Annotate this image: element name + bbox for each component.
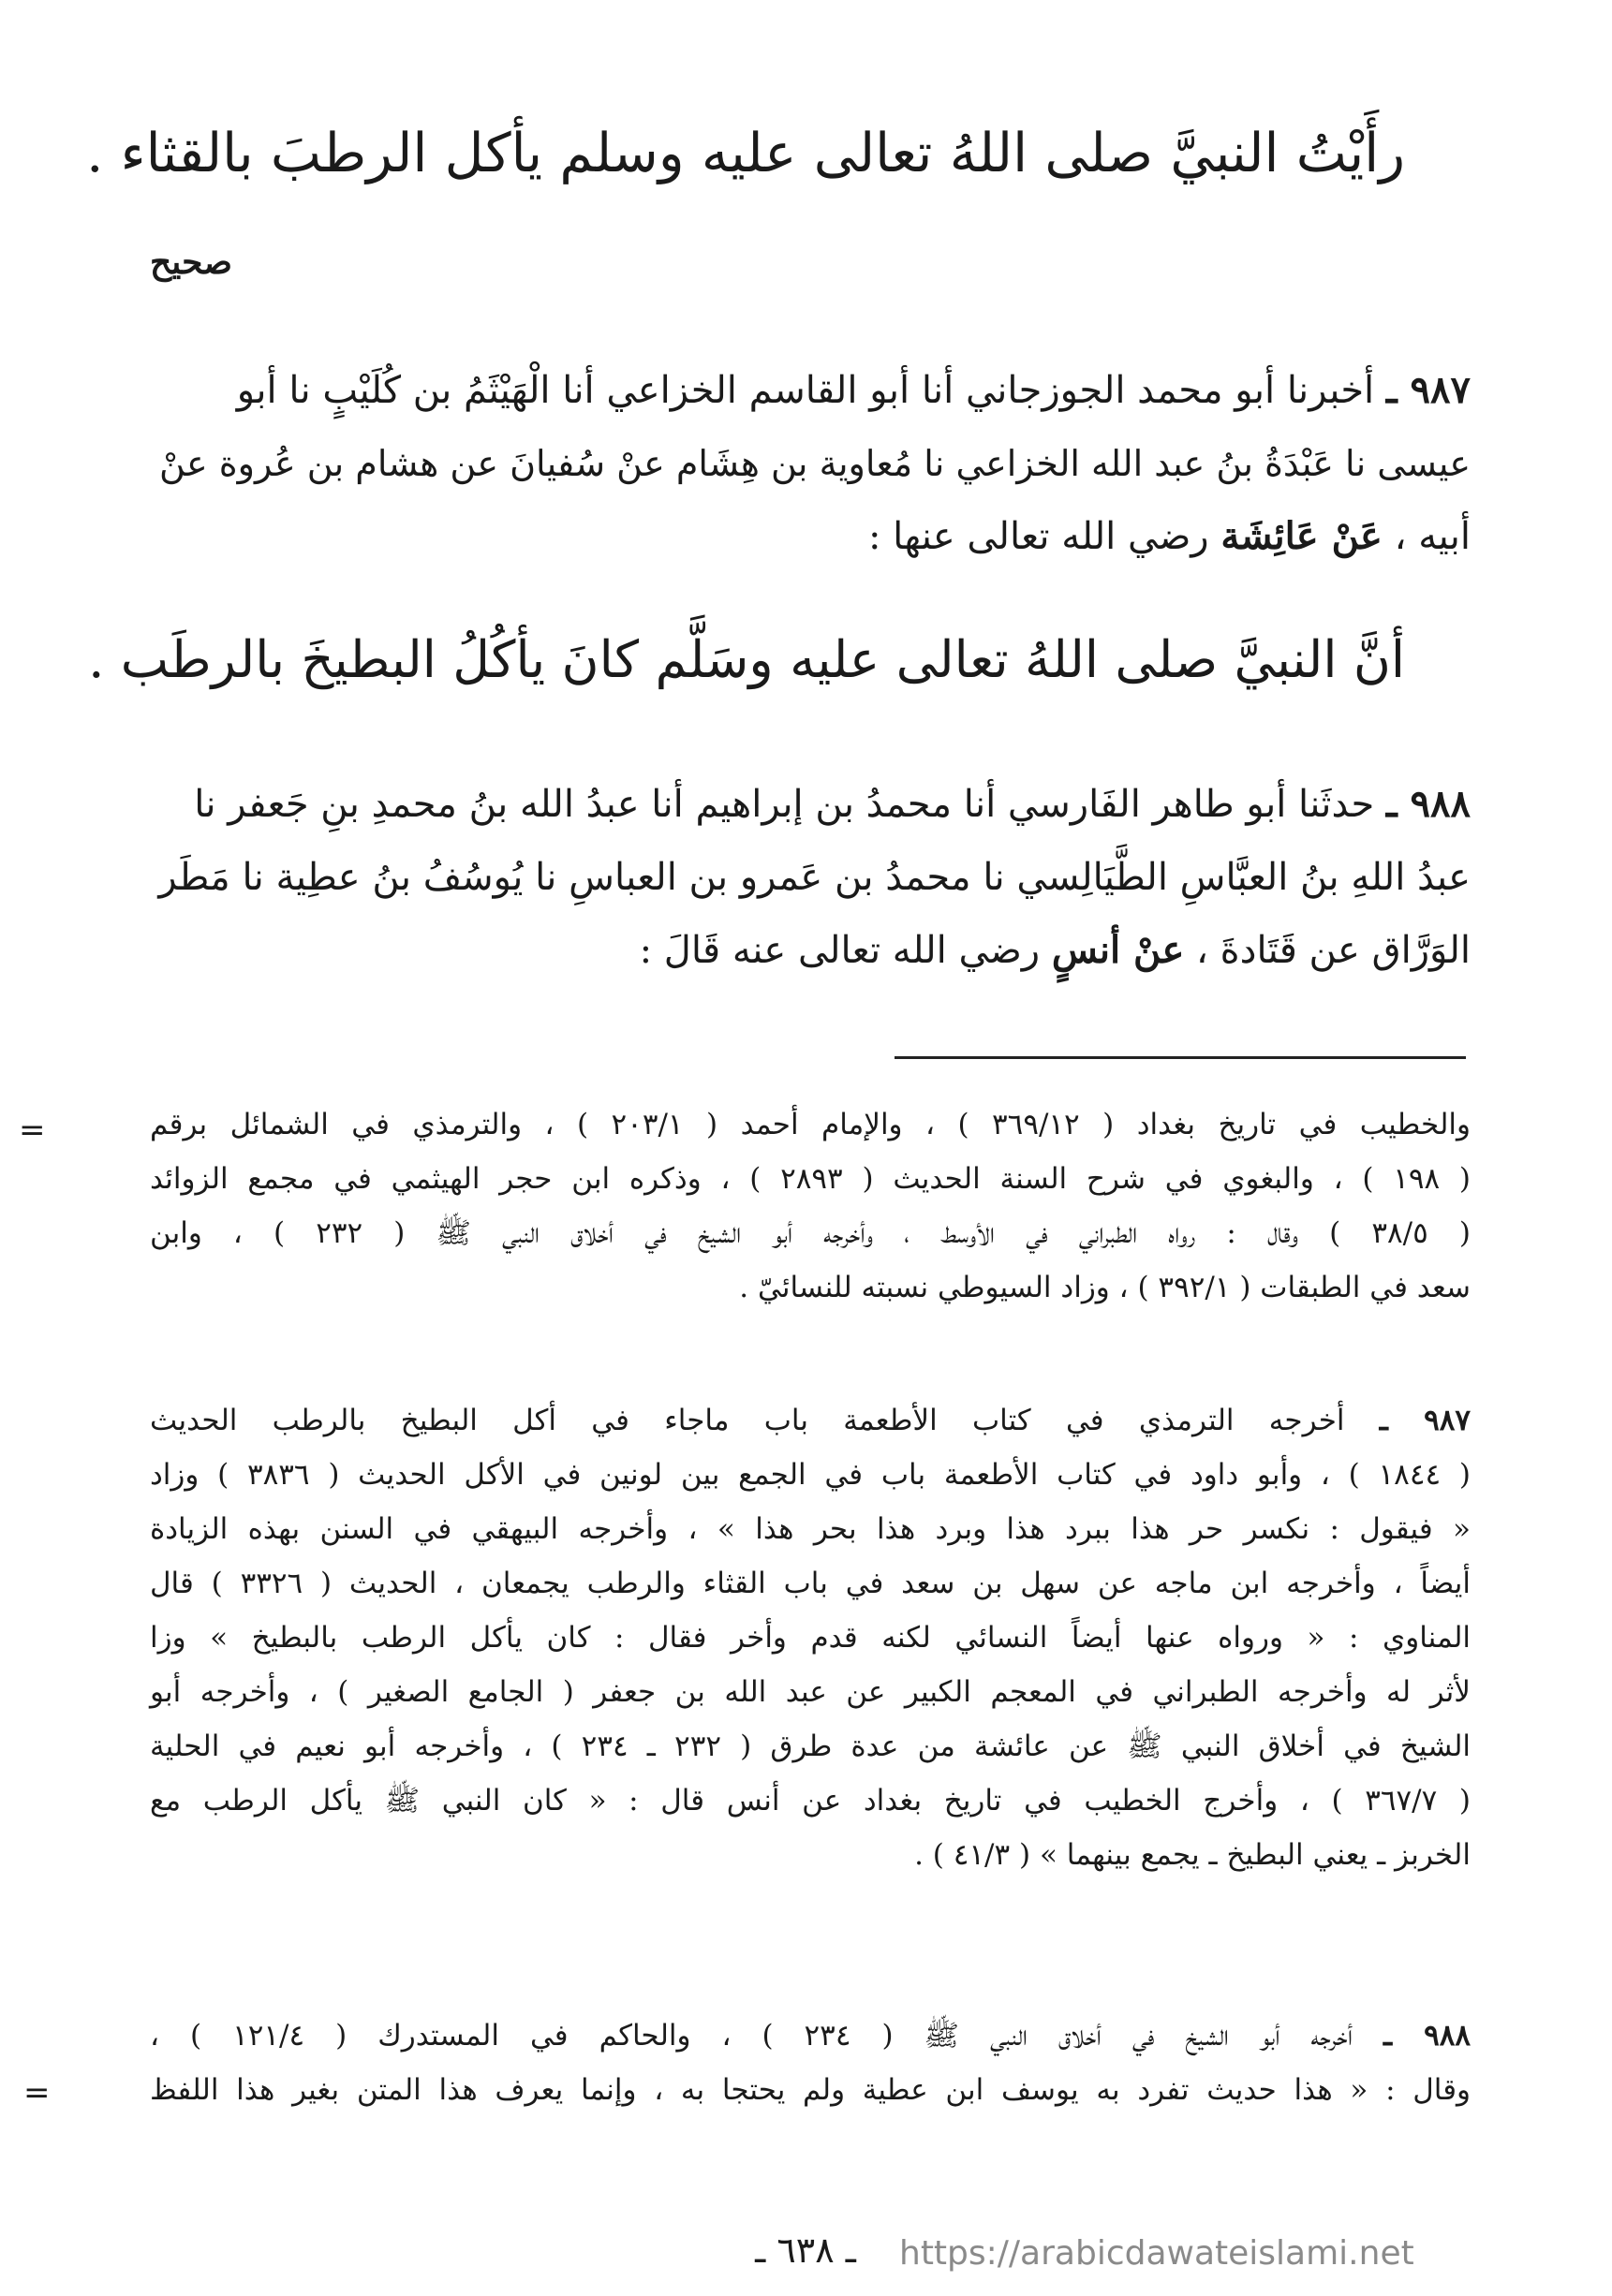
footnote-line: سعد في الطبقات ( ٣٩٢/١ ) ، وزاد السيوطي نسبته للنسائيّ .: [739, 1271, 1471, 1304]
isnad-line: أخبرنا أبو محمد الجوزجاني أنا أبو القاسم الخزاعي أنا الْهَيْثَمُ بن كُلَيْبٍ نا أبو: [236, 369, 1375, 412]
footnote-line: أيضاً ، وأخرجه ابن ماجه عن سهل بن سعد في باب القثاء والرطب يجمعان ، الحديث ( ٣٣٢٦ ) قال: [150, 1567, 1471, 1600]
isnad-text: الوَرَّاق عن قَتَادةَ ،: [1196, 929, 1471, 972]
hadith-number: ٩٨٧ ـ: [1385, 368, 1471, 412]
watermark-url: https://arabicdawateislami.net: [899, 2234, 1414, 2273]
matn-line: أنَّ النبيَّ صلى اللهُ تعالى عليه وسَلَّم كانَ يأكُلُ البطيخَ بالرطَب .: [88, 629, 1405, 689]
footnote-line: « فيقول : نكسر حر هذا ببرد هذا وبرد هذا بحر هذا » ، وأخرجه البيهقي في السنن بهذه الزيادة: [150, 1512, 1471, 1546]
footnote-number: ٩٨٧ ـ: [1379, 1404, 1472, 1437]
footnote-separator: [895, 1056, 1466, 1059]
footnote-line: ( ٣٦٧/٧ ) ، وأخرج الخطيب في تاريخ بغداد عن أنس قال : « كان النبي ﷺ يأكل الرطب مع: [150, 1784, 1471, 1818]
footnote-line: الخربز ـ يعني البطيخ ـ يجمع بينهما » ( ٤١/٣ ) .: [914, 1838, 1471, 1872]
hadith-number: ٩٨٨ ـ: [1385, 782, 1471, 826]
isnad-line: حدثَنا أبو طاهر الفَارسي أنا محمدُ بن إبراهيم أنا عبدُ الله بنُ محمدِ بنِ جَعفر نا: [194, 783, 1375, 826]
page-number: ـ ٦٣٨ ـ: [755, 2230, 856, 2271]
footnote-line: ( ٣٨/٥ ) وقال : رواه الطبراني في الأوسط ، وأخرجه أبو الشيخ في أخلاق النبي ﷺ ( ٢٣٢ ) ، وابن: [150, 1216, 1471, 1250]
narrator-name: عنْ أنسٍ: [1051, 928, 1185, 972]
top-hadith-matn: [86, 112, 1471, 195]
footnote-line: والخطيب في تاريخ بغداد ( ٣٦٩/١٢ ) ، والإمام أحمد ( ٢٠٣/١ ) ، والترمذي في الشمائل برقم: [150, 1108, 1471, 1141]
matn-line: رأَيْتُ النبيَّ صلى اللهُ تعالى عليه وسلم يأكل الرطبَ بالقثاء .: [86, 122, 1405, 184]
isnad-line: عبدُ اللهِ بنُ العبَّاسِ الطَّيَالِسي نا محمدُ بن عَمرو بن العباسِ نا يُوسُفُ بنُ عطِية نا مَطَر: [158, 856, 1471, 899]
footnote-text: أخرجه الترمذي في كتاب الأطعمة باب ماجاء في أكل البطيخ بالرطب الحديث: [150, 1404, 1345, 1437]
isnad-text: رضي الله تعالى عنها :: [867, 515, 1209, 558]
footnote-line: المناوي : « ورواه عنها أيضاً النسائي لكنه قدم وأخر فقال : كان يأكل الرطب بالبطيخ » وزا: [150, 1621, 1471, 1655]
footnote-text: أخرجه أبو الشيخ في أخلاق النبي ﷺ ( ٢٣٤ ) ، والحاكم في المستدرك ( ١٢١/٤ ) ،: [150, 2019, 1353, 2053]
isnad-line: عيسى نا عَبْدَةُ بنُ عبد الله الخزاعي نا مُعاوية بن هِشَام عنْ سُفيانَ عن هشام بن عُروة عنْ: [159, 443, 1471, 484]
narrator-name: عَنْ عَائِشَة: [1220, 514, 1383, 558]
hadith-988-isnad: [150, 768, 1471, 987]
footnote-number: ٩٨٨ ـ: [1383, 2019, 1472, 2053]
hadith-987-matn: [88, 618, 1471, 700]
footnote-line: الشيخ في أخلاق النبي ﷺ عن عائشة من عدة طرق ( ٢٣٢ ـ ٢٣٤ ) ، وأخرجه أبو نعيم في الحلية: [150, 1729, 1471, 1763]
footnote-line: وقال : « هذا حديث تفرد به يوسف ابن عطية ولم يحتجا به ، وإنما يعرف هذا المتن بغير هذا اللفظ: [150, 2073, 1471, 2107]
isnad-text: رضي الله تعالى عنه قَالَ :: [639, 929, 1041, 972]
hadith-grade: صحيح: [150, 243, 232, 282]
isnad-text: أبيه ،: [1394, 515, 1471, 558]
footnote-continuation: [150, 1097, 1471, 1315]
footnote-987: [150, 1393, 1471, 1882]
book-page: [19, 0, 1472, 2296]
footnote-line: لأثر له وأخرجه الطبراني في المعجم الكبير عن عبد الله بن جعفر ( الجامع الصغير ) ، وأخرجه أبو: [150, 1675, 1471, 1709]
continuation-mark: =: [19, 1111, 46, 1149]
footnote-988: [150, 2009, 1471, 2117]
hadith-987-isnad: [150, 354, 1471, 573]
footnote-line: ( ١٨٤٤ ) ، وأبو داود في كتاب الأطعمة باب في الجمع بين لونين في الأكل الحديث ( ٣٨٣٦ ) وزاد: [150, 1458, 1471, 1492]
footnote-line: ( ١٩٨ ) ، والبغوي في شرح السنة الحديث ( ٢٨٩٣ ) ، وذكره ابن حجر الهيثمي في مجمع الزوائد: [150, 1162, 1471, 1196]
continuation-mark: =: [23, 2074, 51, 2112]
